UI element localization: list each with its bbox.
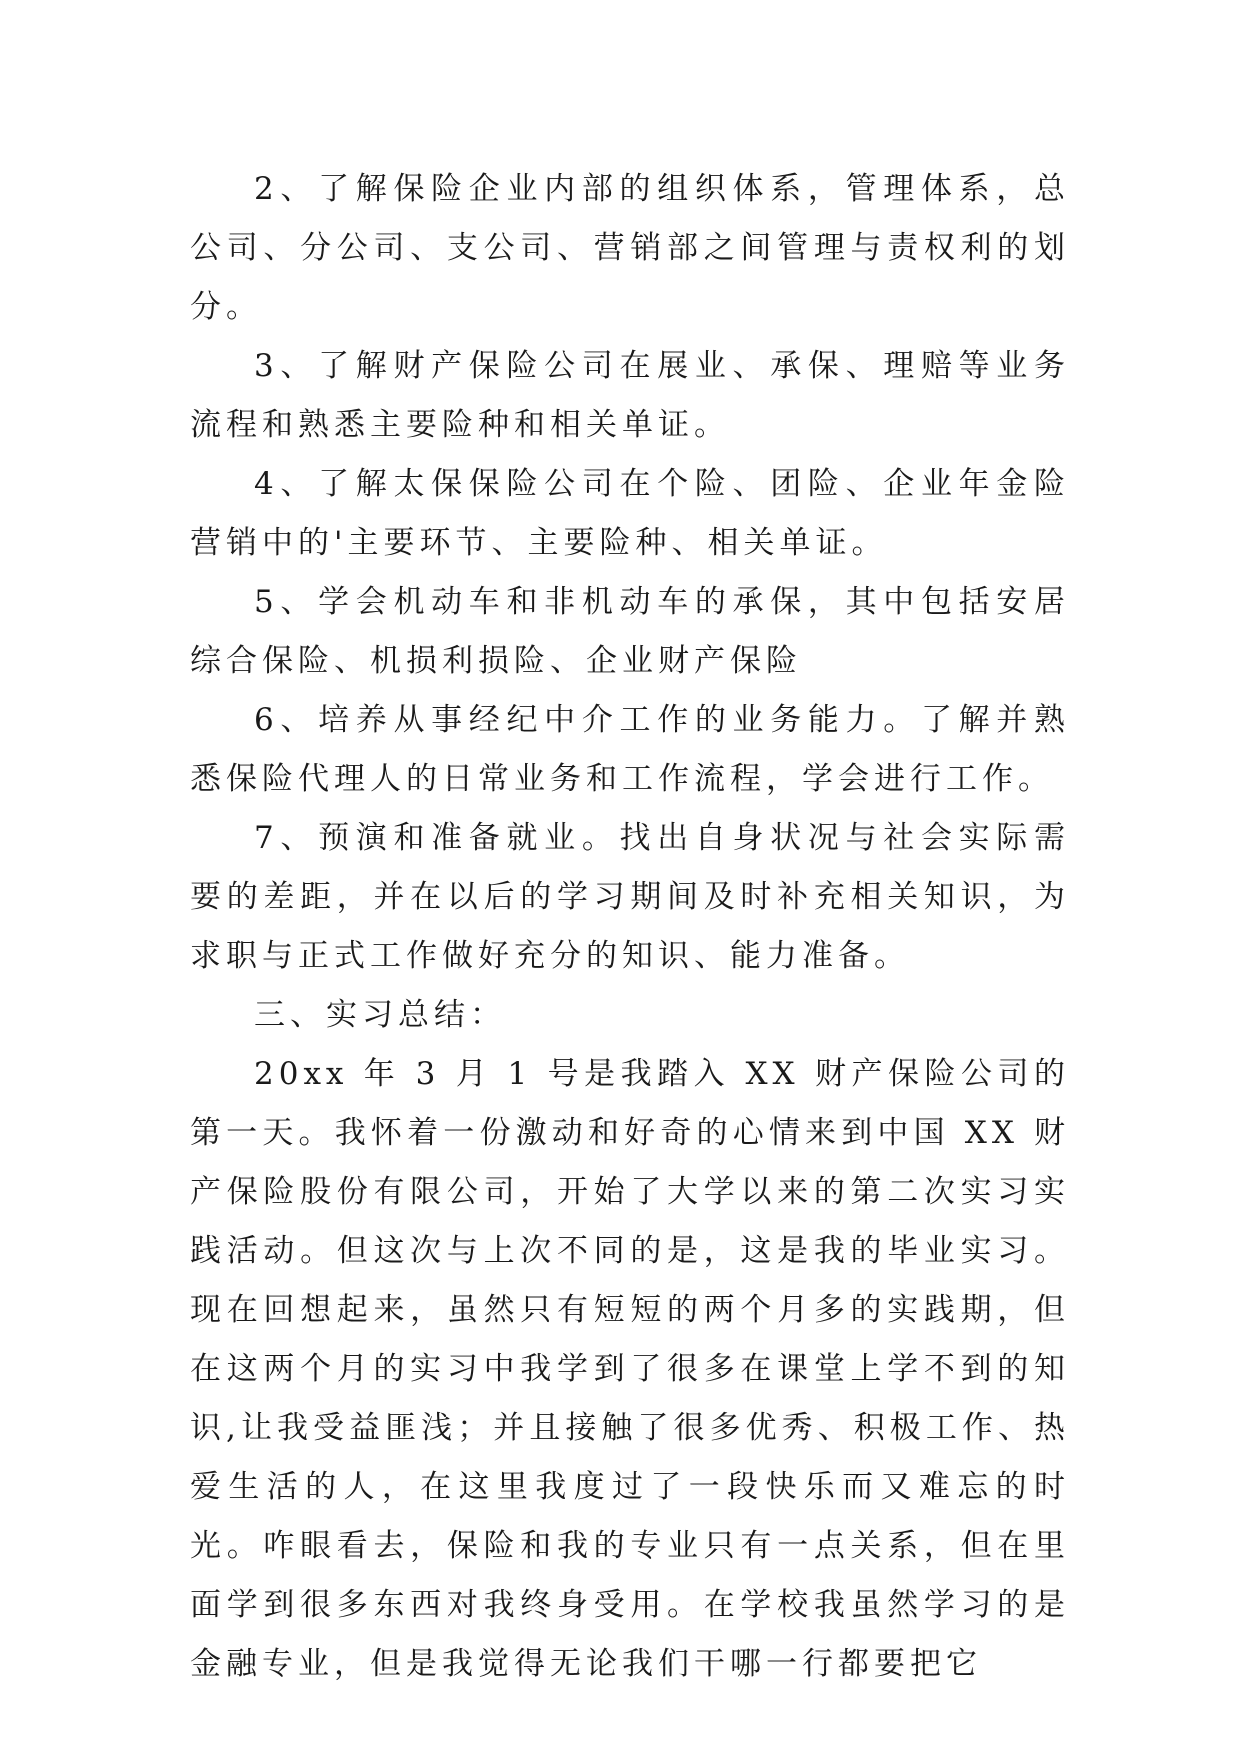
- summary-paragraph: 20xx 年 3 月 1 号是我踏入 XX 财产保险公司的第一天。我怀着一份激动和好奇的心情来到中国 XX 财产保险股份有限公司，开始了大学以来的第二次实习实践活动。但这次与上次不同的是，这是我的毕业实习。现在回想起来，虽然只有短短的两个月多的实践期，但在这两个月的实习中我学到了很多在课堂上学不到的知识,让我受益匪浅；并且接触了很多优秀、积极工作、热爱生活的人，在这里我度过了一段快乐而又难忘的时光。咋眼看去，保险和我的专业只有一点关系，但在里面学到很多东西对我终身受用。在学校我虽然学习的是金融专业，但是我觉得无论我们干哪一行都要把它: [190, 1056, 1070, 1682]
- paragraph-item-5: 5、学会机动车和非机动车的承保，其中包括安居综合保险、机损利损险、企业财产保险: [190, 584, 1070, 679]
- paragraph-item-2: 2、了解保险企业内部的组织体系，管理体系，总公司、分公司、支公司、营销部之间管理与责权利的划分。: [190, 171, 1070, 325]
- paragraph-item-6: 6、培养从事经纪中介工作的业务能力。了解并熟悉保险代理人的日常业务和工作流程，学会进行工作。: [190, 702, 1070, 797]
- paragraph-item-3: 3、了解财产保险公司在展业、承保、理赔等业务流程和熟悉主要险种和相关单证。: [190, 348, 1070, 443]
- paragraph-item-4: 4、了解太保保险公司在个险、团险、企业年金险营销中的'主要环节、主要险种、相关单证。: [190, 466, 1070, 561]
- section-heading-summary: 三、实习总结：: [254, 997, 506, 1033]
- paragraph-item-7: 7、预演和准备就业。找出自身状况与社会实际需要的差距，并在以后的学习期间及时补充相关知识，为求职与正式工作做好充分的知识、能力准备。: [190, 820, 1070, 974]
- document-body: [190, 160, 1070, 1694]
